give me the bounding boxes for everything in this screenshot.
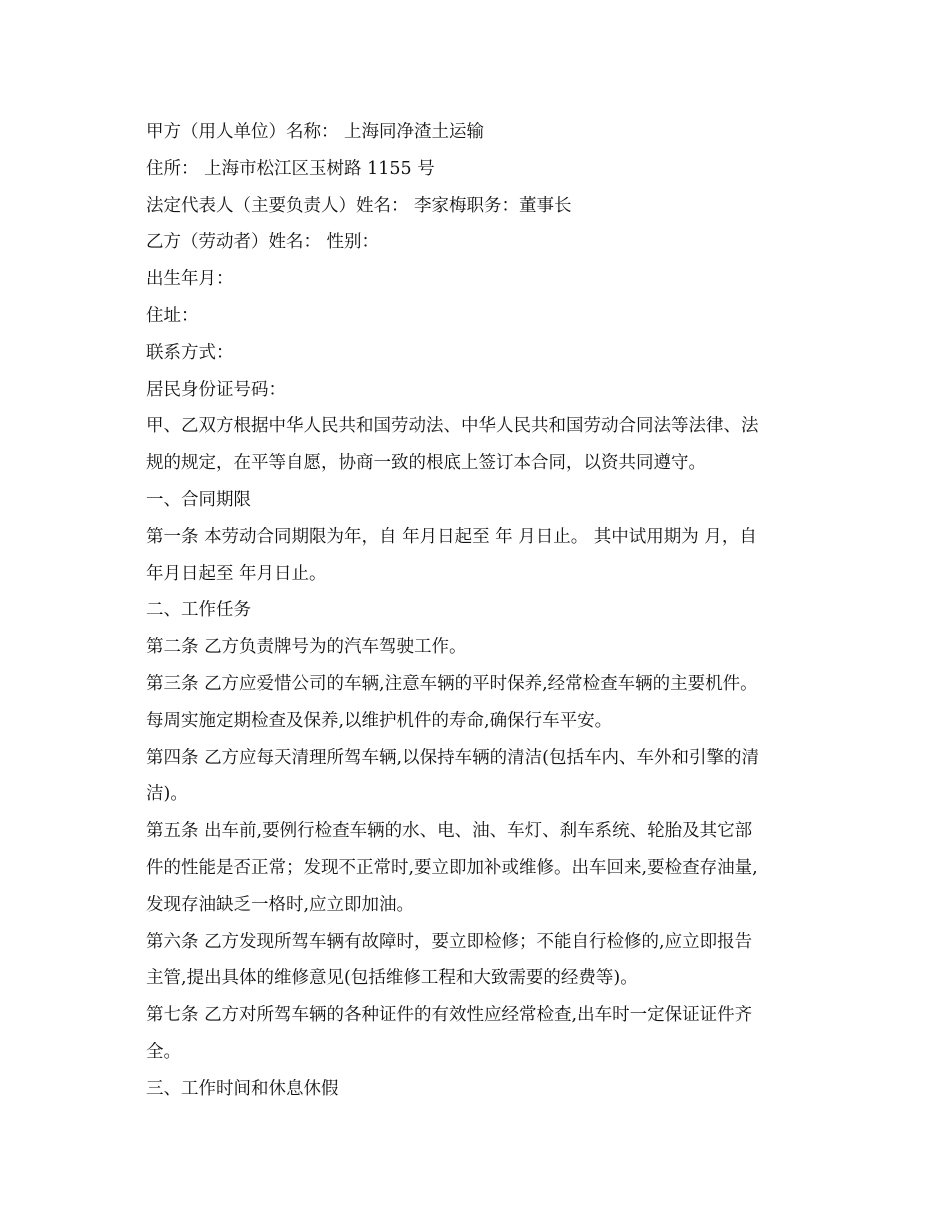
article-line: 第二条 乙方负责牌号为的汽车驾驶工作。 [146, 637, 467, 658]
article-line: 第七条 乙方对所驾车辆的各种证件的有效性应经常检查,出车时一定保证证件齐 [146, 1005, 753, 1026]
article-5 [146, 813, 806, 923]
intro-paragraph [146, 408, 806, 482]
party-b-birth: 出生年月： [146, 269, 234, 290]
intro-line: 甲、乙双方根据中华人民共和国劳动法、中华人民共和国劳动合同法等法律、法 [146, 416, 759, 437]
article-line: 每周实施定期检查及保养,以维护机件的寿命,确保行车平安。 [146, 710, 613, 731]
article-2 [146, 629, 806, 666]
article-line: 洁)。 [146, 784, 188, 805]
article-line: 第四条 乙方应每天清理所驾车辆,以保持车辆的清洁(包括车内、车外和引擎的清 [146, 747, 759, 768]
article-6 [146, 924, 806, 998]
party-b-id-number: 居民身份证号码： [146, 379, 286, 400]
article-line: 第六条 乙方发现所驾车辆有故障时，要立即检修；不能自行检修的,应立即报告 [146, 931, 753, 952]
party-b-residence: 住址： [146, 305, 199, 326]
party-b-name: 乙方（劳动者）姓名： 性别： [146, 232, 380, 253]
article-line: 第三条 乙方应爱惜公司的车辆,注意车辆的平时保养,经常检查车辆的主要机件。 [146, 673, 758, 694]
article-4 [146, 740, 806, 814]
section-title-contract-term: 一、合同期限 [146, 489, 251, 510]
article-line: 发现存油缺乏一格时,应立即加油。 [146, 894, 415, 915]
article-line: 件的性能是否正常；发现不正常时,要立即加补或维修。出车回来,要检查存油量, [146, 857, 758, 878]
party-a-name: 甲方（用人单位）名称： 上海同净渣土运输 [146, 122, 485, 142]
article-line: 年月日起至 年月日止。 [146, 563, 327, 584]
article-line: 第五条 出车前,要例行检查车辆的水、电、油、车灯、刹车系统、轮胎及其它部 [146, 821, 753, 842]
legal-representative: 法定代表人（主要负责人）姓名： 李家梅职务：董事长 [146, 195, 572, 216]
article-line: 主管,提出具体的维修意见(包括维修工程和大致需要的经费等)。 [146, 968, 638, 989]
intro-line: 规的规定，在平等自愿，协商一致的根底上签订本合同，以资共同遵守。 [146, 453, 706, 474]
article-3 [146, 666, 806, 740]
party-a-address: 住所： 上海市松江区玉树路 1155 号 [146, 158, 435, 179]
party-b-contact: 联系方式： [146, 342, 234, 363]
article-line: 全。 [146, 1041, 181, 1062]
article-1 [146, 519, 806, 593]
contract-page [146, 114, 806, 1108]
article-7 [146, 997, 806, 1071]
section-title-work-hours: 三、工作时间和休息休假 [146, 1078, 339, 1099]
article-line: 第一条 本劳动合同期限为年，自 年月日起至 年 月日止。 其中试用期为 月，自 [146, 526, 757, 547]
section-title-work-tasks: 二、工作任务 [146, 600, 251, 621]
